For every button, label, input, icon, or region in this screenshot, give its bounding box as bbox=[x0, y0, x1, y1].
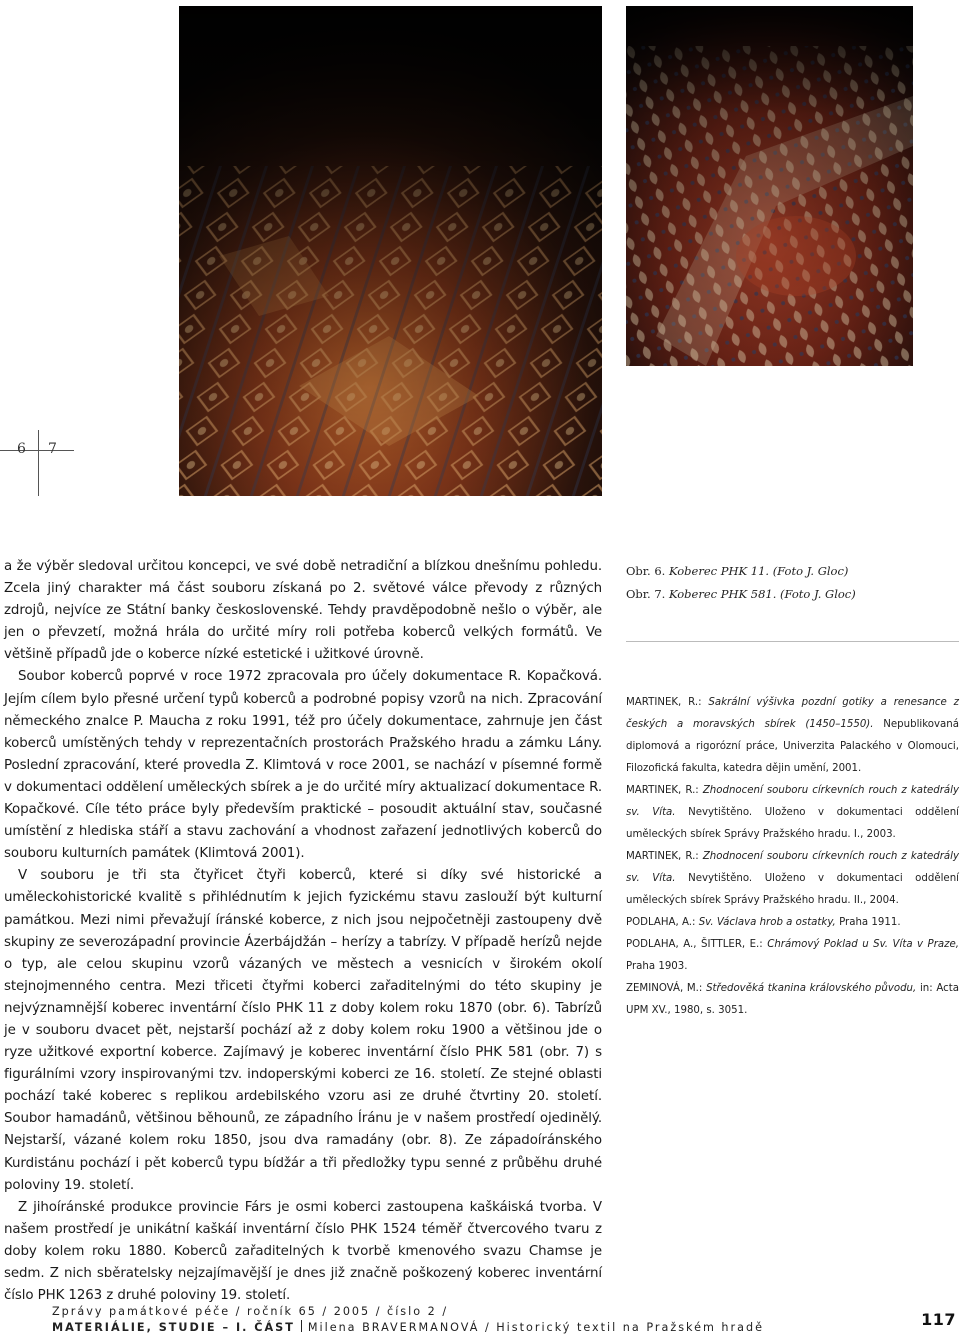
paragraph-4: Z jihoíránské produkce provincie Fárs je osmi koberci zastoupena kaškáiská tvorba. V našem prostředí je unikátní kaškáí inventární číslo PHK 1524 téměř čtvercového tvaru z doby kolem roku 1880. Koberců zařaditelných k tvorbě kmenového svazu Chamse je sedm. Z nich sběratelsky nejzajímavější je dnes již značně poškozený koberec inventární číslo PHK 1263 z druhé poloviny 19. století. bbox=[4, 1199, 602, 1304]
reference-details: Praha 1903. bbox=[626, 961, 688, 972]
figure-number-7: 7 bbox=[48, 441, 57, 457]
reference-item bbox=[626, 978, 959, 1022]
reference-title: Středověká tkanina královského původu, bbox=[706, 983, 917, 994]
reference-author: ZEMINOVÁ, M.: bbox=[626, 983, 703, 994]
sidebar-divider bbox=[626, 641, 959, 642]
carpet-photo-phk-11 bbox=[179, 6, 602, 496]
page-footer bbox=[52, 1304, 912, 1336]
reference-title: Sv. Václava hrob a ostatky, bbox=[698, 917, 836, 928]
figure-number-6: 6 bbox=[17, 441, 26, 457]
paragraph-2: Soubor koberců poprvé v roce 1972 zpracovala pro účely dokumentace R. Kopačková. Jejím cílem bylo přesné určení typů koberců a podrobné popisy vzorů na nich. Zpracování německého znalce P. Maucha z roku 1991, též pro účely dokumentace, zahrnuje jen část koberců umístěných tehdy v reprezentačních prostorách Pražského hradu a zámku Lány. Poslední zpracování, které provedla Z. Klimtová v roce 2001, se nachází v písemné formě v dokumentaci oddělení uměleckých sbírek a je do určité míry aktualizací dokumentace R. Kopačkové. Cíle této práce byly především praktické – posoudit aktuální stav, současné umístění z hlediska stáří a stavu zachování a vhodnost zařazení jednotlivých koberců do souboru kulturních památek (Klimtová 2001). bbox=[4, 669, 602, 862]
article-body bbox=[4, 556, 602, 1307]
references-list bbox=[626, 692, 959, 1022]
carpet-photo-phk-581 bbox=[626, 6, 913, 366]
reference-details: Nevytištěno. Uloženo v dokumentaci oddělení uměleckých sbírek Správy Pražského hradu. II., 2004. bbox=[626, 873, 959, 906]
reference-item bbox=[626, 912, 959, 934]
reference-author: MARTINEK, R.: bbox=[626, 785, 699, 796]
reference-item bbox=[626, 780, 959, 846]
footer-author-title: Milena BRAVERMANOVÁ / Historický textil na Pražském hradě bbox=[307, 1321, 764, 1334]
reference-details: Nevytištěno. Uloženo v dokumentaci oddělení uměleckých sbírek Správy Pražského hradu. I., 2003. bbox=[626, 807, 959, 840]
caption-text: Koberec PHK 11. (Foto J. Gloc) bbox=[668, 564, 849, 578]
footer-journal-line: Zprávy památkové péče / ročník 65 / 2005 / číslo 2 / bbox=[52, 1305, 449, 1318]
reference-author: MARTINEK, R.: bbox=[626, 851, 699, 862]
figure-captions bbox=[626, 560, 960, 606]
caption-fig-6 bbox=[626, 560, 960, 583]
reference-details: Praha 1911. bbox=[839, 917, 901, 928]
caption-text: Koberec PHK 581. (Foto J. Gloc) bbox=[668, 587, 856, 601]
carpet-phk-11-image bbox=[179, 6, 602, 496]
marker-horizontal-line bbox=[0, 450, 74, 451]
caption-fig-7 bbox=[626, 583, 960, 606]
paragraph-3: V souboru je tři sta čtyřicet čtyři koberců, které si díky své historické a uměleckohistorické kvalitě s přihlédnutím k jejich fyzickému stavu zaslouží být kulturní památkou. Mezi nimi převažují íránské koberce, z nich jsou nejpočetněji zastoupeny dvě skupiny ze severozápadní provincie Ázerbájdžán – herízy a tabrízy. V případě herízů nejde o typ, ale celou skupinu vzorů vázaných ve městech a vesnicích v širokém okolí stejnojmenného centra. Mezi třiceti čtyřmi koberci zařaditelnými do této skupiny je nejvýznamnější koberec inventární číslo PHK 11 z doby kolem roku 1870 (obr. 6). Tabrízů je v souboru dvacet pět, nejstarší pochází až z doby kolem roku 1900 a většinou jde o ryze užitkové exportní koberce. Zajímavý je koberec inventární číslo PHK 581 (obr. 7) s figurálními vzory inspirovanými tzv. indoperskými koberci ze 16. století. Ze stejné oblasti pochází také koberec s replikou ardebilského vzoru asi ze druhé čtvrtiny 20. století. Soubor hamadánů, většinou běhounů, ze západního Íránu je v našem prostředí ojedinělý. Nejstarší, vázané kolem roku 1850, jsou dva ramadány (obr. 8). Ze západoíránského Kurdistánu pochází i pět koberců typu bídžár a tři předložky typu senné z průběhu druhé poloviny 19. století. bbox=[4, 868, 602, 1193]
reference-item bbox=[626, 846, 959, 912]
page-number: 117 bbox=[921, 1310, 956, 1329]
footer-article-line bbox=[52, 1320, 912, 1336]
figure-number-marker bbox=[0, 430, 80, 496]
reference-item bbox=[626, 934, 959, 978]
reference-details: in: Acta UPM XV., 1980, s. 3051. bbox=[626, 983, 959, 1016]
footer-separator bbox=[301, 1320, 302, 1332]
paragraph-1: a že výběr sledoval určitou koncepci, ve své době netradiční a blízkou dnešnímu pohledu. Zcela jiný charakter má část souboru získaná po 2. světové válce převody z různých zdrojů, nejvíce ze Státní banky československé. Tehdy pravděpodobně nešlo o výběr, ale jen o převzetí, možná hrála do určité míry roli potřeba koberců velkých formátů. Ve většině případů jde o koberce nízké estetické i užitkové úrovně. bbox=[4, 559, 602, 663]
caption-label: Obr. 6. bbox=[626, 564, 666, 578]
reference-item bbox=[626, 692, 959, 780]
caption-label: Obr. 7. bbox=[626, 587, 666, 601]
reference-details: Nepublikovaná diplomová a rigorózní práce, Univerzita Palackého v Olomouci, Filozofická fakulta, katedra dějin umění, 2001. bbox=[626, 719, 959, 774]
reference-author: PODLAHA, A., ŠITTLER, E.: bbox=[626, 939, 763, 950]
reference-title: Chrámový Poklad u Sv. Víta v Praze, bbox=[767, 939, 959, 950]
reference-title: Zhodnocení souboru církevních rouch z katedrály sv. Víta. bbox=[626, 851, 959, 884]
footer-section: MATERIÁLIE, STUDIE – I. ČÁST bbox=[52, 1321, 295, 1334]
reference-title: Sakrální výšivka pozdní gotiky a renesance z českých a moravských sbírek (1450–1550). bbox=[626, 697, 959, 730]
reference-author: MARTINEK, R.: bbox=[626, 697, 702, 708]
marker-vertical-line bbox=[38, 430, 39, 496]
reference-title: Zhodnocení souboru církevních rouch z katedrály sv. Víta. bbox=[626, 785, 959, 818]
carpet-phk-581-image bbox=[626, 6, 913, 366]
reference-author: PODLAHA, A.: bbox=[626, 917, 696, 928]
